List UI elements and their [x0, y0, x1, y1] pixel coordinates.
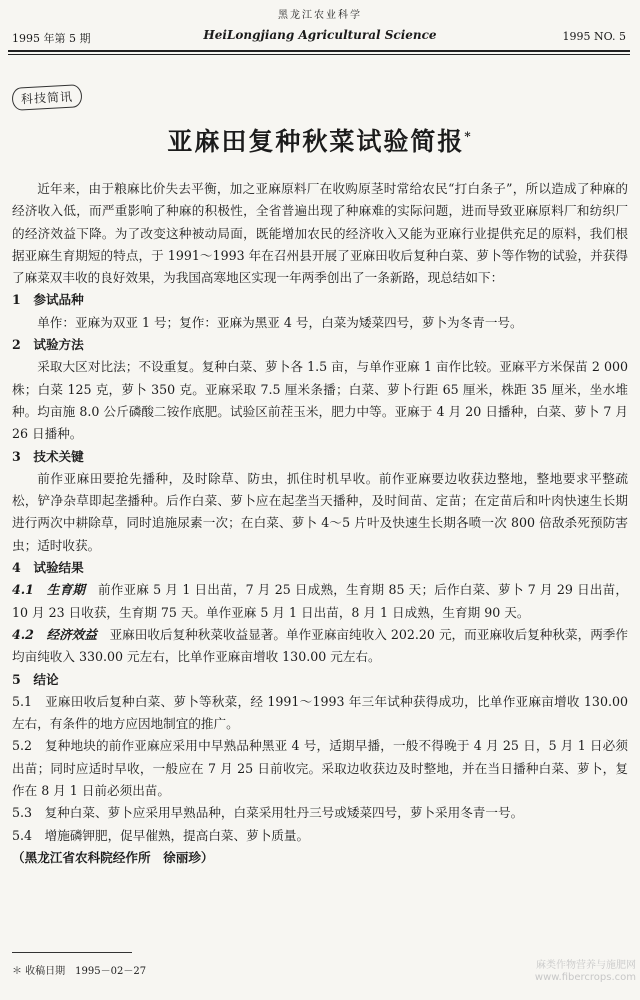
conclusion-5-1: 5.1 亚麻田收后复种白菜、萝卜等秋菜，经 1991～1993 年三年试种获得成功，比单作亚麻亩增收 130.00 左右，有条件的地方应因地制宜的推广。 [12, 693, 628, 732]
article-body [12, 178, 628, 869]
author-affiliation: （黑龙江省农科院经作所 徐丽珍） [12, 849, 214, 865]
subsection-4-2-label: 4.2 经济效益 [12, 626, 97, 642]
subsection-4-1 [12, 579, 628, 624]
section-heading-1: 1 参试品种 [12, 292, 84, 308]
title-footnote-mark: * [464, 129, 473, 144]
conclusion-5-3: 5.3 复种白菜、萝卜应采用早熟品种，白菜采用牡丹三号或矮菜四号，萝卜采用冬青一号。 [12, 805, 524, 821]
subsection-4-1-text: 前作亚麻 5 月 1 日出苗，7 月 25 日成熟，生育期 85 天；后作白菜、萝卜 7 月 29 日出苗，10 月 23 日收获，生育期 75 天。单作亚麻 5 月 1 日出苗，8 月 1 日成熟，生育期 90 天。 [12, 582, 628, 620]
section-heading-3: 3 技术关键 [12, 448, 84, 464]
issue-label-english: 1995 NO. 5 [562, 30, 626, 43]
intro-paragraph: 近年来，由于粮麻比价失去平衡，加之亚麻原料厂在收购原茎时常给农民“打白条子”，所以造成了种麻的经济收入低，而严重影响了种麻的积极性，全省普遍出现了种麻难的实际问题，进而导致亚麻原料厂和纺织厂的经济效益下降。为了改变这种被动局面，既能增加农民的经济收入又能为亚麻行业提供充足的原料，我们根据亚麻生育期短的特点，于 1991～1993 年在召州县开展了亚麻田收后复种白菜、萝卜等作物的试验，并获得了麻菜双丰收的良好效果，为我国高寒地区实现一年两季创出了一条新路，现总结如下： [12, 181, 628, 286]
column-tag: 科技简讯 [11, 84, 82, 111]
site-watermark [535, 960, 636, 984]
subsection-4-2 [12, 624, 628, 669]
section-1-text: 单作：亚麻为双亚 1 号；复作：亚麻为黑亚 4 号，白菜为矮菜四号，萝卜为冬青一号。 [37, 314, 523, 330]
watermark-line-1: 麻类作物营养与施肥网 [536, 960, 636, 971]
section-heading-4: 4 试验结果 [12, 560, 84, 576]
conclusion-5-4: 5.4 增施磷钾肥，促早催熟，提高白菜、萝卜质量。 [12, 827, 310, 843]
article-title [0, 122, 640, 158]
journal-header [0, 0, 640, 70]
conclusion-5-2: 5.2 复种地块的前作亚麻应采用中早熟品种黑亚 4 号，适期早播，一般不得晚于 4 月 25 日，5 月 1 日必须出苗；同时应适时早收，一般应在 7 月 25 日前收完。采取边收获边及时整地，并在当日播种白菜、萝卜，复作在 8 月 1 日前必须出苗。 [12, 738, 628, 799]
journal-name-english: HeiLongjiang Agricultural Science [203, 28, 437, 42]
footnote-rule [12, 952, 132, 953]
subsection-4-1-label: 4.1 生育期 [12, 582, 86, 598]
article-title-text: 亚麻田复种秋菜试验简报 [167, 127, 465, 156]
footnote-received-date: ＊ 收稿日期 1995－02－27 [12, 966, 147, 977]
section-2-text: 采取大区对比法；不设重复。复种白菜、萝卜各 1.5 亩，与单作亚麻 1 亩作比较。亚麻平方米保苗 2 000 株；白菜 125 克，萝卜 350 克。亚麻采取 7.5 厘米条播；白菜、萝卜行距 65 厘米，株距 35 厘米，坐水堆种。均亩施 8.0 公斤磷酸二铵作底肥。试验区前茬玉米，肥力中等。亚麻于 4 月 20 日播种，白菜、萝卜 7 月 26 日播种。 [12, 359, 628, 442]
journal-name-chinese: 黑龙江农业科学 [278, 10, 362, 21]
header-rule-thin [8, 54, 630, 55]
section-heading-5: 5 结论 [12, 671, 59, 687]
subsection-4-2-text: 亚麻田收后复种秋菜收益显著。单作亚麻亩纯收入 202.20 元，而亚麻收后复种秋菜，两季作均亩纯收入 330.00 元左右，比单作亚麻亩增收 130.00 元左右。 [12, 626, 628, 665]
section-3-text: 前作亚麻田要抢先播种，及时除草、防虫，抓住时机早收。前作亚麻要边收获边整地，整地要求平整疏松，铲净杂草即起垄播种。后作白菜、萝卜应在起垄当天播种，及时间苗、定苗；在定苗后和叶肉快速生长期进行两次中耕除草，同时追施尿素一次；在白菜、萝卜 4～5 片叶及快速生长期各喷一次 800 倍敌杀死预防害虫；适时收获。 [12, 470, 628, 553]
header-rule-thick [8, 50, 630, 52]
issue-label-chinese: 1995 年第 5 期 [12, 32, 91, 45]
section-heading-2: 2 试验方法 [12, 337, 84, 353]
watermark-line-2: www.fibercrops.com [534, 972, 636, 983]
